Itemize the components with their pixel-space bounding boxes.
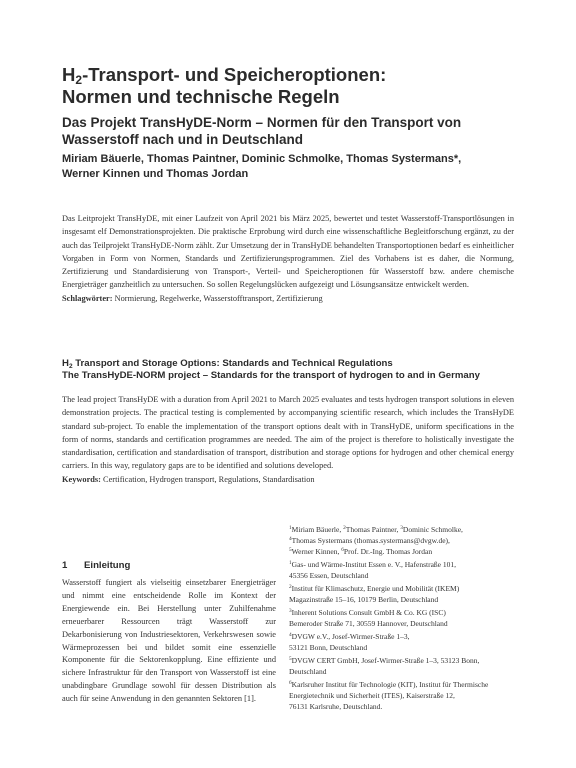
affiliation-2-line-2: Magazinstraße 15–16, 10179 Berlin, Deutschland <box>289 595 439 604</box>
author-line-2: Werner Kinnen und Thomas Jordan <box>62 167 249 180</box>
paper-title-line-1 <box>62 64 532 86</box>
affiliation-5-line-2: Deutschland <box>289 667 327 676</box>
affiliation-1 <box>289 559 521 570</box>
footnote-marker: 4 <box>289 536 292 542</box>
section-title: Einleitung <box>84 560 131 571</box>
affiliation-marker: 5 <box>289 656 292 662</box>
affiliation-text: DVGW e.V., Josef-Wirmer-Straße 1–3, <box>291 632 410 641</box>
affiliation-6-line-2: Energietechnik und Sicherheit (ITES), Kaiserstraße 12, <box>289 691 455 700</box>
affiliation-marker: 1 <box>289 560 292 566</box>
footnote-marker: 2 <box>343 525 346 531</box>
footnote-author: Thomas Systermans (thomas.systermans@dvgw.de), <box>291 536 450 545</box>
author-list <box>62 152 532 181</box>
affiliation-text: DVGW CERT GmbH, Josef-Wirmer-Straße 1–3, 53123 Bonn, <box>291 656 480 665</box>
affiliation-text: Institut für Klimaschutz, Energie und Mobilität (IKEM) <box>291 584 460 593</box>
affiliation-3-line-2: Bemeroder Straße 71, 30559 Hannover, Deutschland <box>289 619 448 628</box>
author-footnote-line-1 <box>289 524 521 535</box>
keywords-english-label: Keywords: <box>62 474 101 484</box>
author-footnote-line-3 <box>289 546 521 557</box>
affiliation-marker: 3 <box>289 608 292 614</box>
abstract-german <box>62 212 514 305</box>
footnote-marker: 1 <box>289 525 292 531</box>
footnote-marker: 6 <box>341 547 344 553</box>
affiliation-4-line-2: 53121 Bonn, Deutschland <box>289 643 368 652</box>
affiliation-6-line-3: 76131 Karlsruhe, Deutschland. <box>289 702 383 711</box>
affiliation-6 <box>289 679 521 690</box>
affiliation-text: Gas- und Wärme-Institut Essen e. V., Hafenstraße 101, <box>291 560 456 569</box>
author-affiliations <box>289 524 521 712</box>
section-body: Wasserstoff fungiert als vielseitig einsetzbarer Energieträger und nimmt eine entscheidende Rolle im Kontext der Energiewende ein. Bei Herstellung unter Zuhilfenahme erneuerbarer Ressourcen trägt Wasserstoff zur Dekarbonisierung von Industriesektoren, Verkehrswesen sowie Wärmeprozessen bei und bildet somit eine essenzielle Komponente für die Sektorenkopplung. Eine effiziente und sichere Infrastruktur für den Transport von Wasserstoff ist eine unabdingbare Grundlage sowohl für dessen Distribution als auch für seine Anwendung in den genannten Sektoren [1]. <box>62 578 276 704</box>
paper-subtitle: Das Projekt TransHyDE-Norm – Normen für den Transport von Wasserstoff nach und in Deutschland <box>62 115 462 147</box>
affiliation-3 <box>289 607 521 618</box>
footnote-author: Thomas Paintner, <box>345 525 401 534</box>
footnote-author: Prof. Dr.-Ing. Thomas Jordan <box>343 547 433 556</box>
title-h-subscript: 2 <box>75 73 83 87</box>
english-title-block <box>62 358 522 382</box>
paper-title-line-2: Normen und technische Regeln <box>62 86 340 107</box>
english-subtitle: The TransHyDE-NORM project – Standards for the transport of hydrogen to and in Germany <box>62 370 480 381</box>
english-title-h-subscript: 2 <box>68 363 73 370</box>
affiliation-2 <box>289 583 521 594</box>
section-heading <box>62 560 130 571</box>
footnote-marker: 5 <box>289 547 292 553</box>
footnote-author: Miriam Bäuerle, <box>291 525 344 534</box>
affiliation-text: Karlsruher Institut für Technologie (KIT), Institut für Thermische <box>291 680 489 689</box>
affiliation-4 <box>289 631 521 642</box>
english-title <box>62 358 522 370</box>
affiliation-1-line-2: 45356 Essen, Deutschland <box>289 571 369 580</box>
affiliation-marker: 6 <box>289 680 292 686</box>
keywords-german: Normierung, Regelwerke, Wasserstofftransport, Zertifizierung <box>114 293 323 303</box>
english-title-h-symbol: H <box>62 358 69 369</box>
footnote-author: Dominic Schmolke, <box>402 525 463 534</box>
footnote-marker: 3 <box>400 525 403 531</box>
affiliation-text: Inherent Solutions Consult GmbH & Co. KG (ISC) <box>291 608 446 617</box>
section-number: 1 <box>62 560 68 571</box>
keywords-german-label: Schlagwörter: <box>62 293 113 303</box>
title-line-1-text: -Transport- und Speicheroptionen: <box>82 64 387 85</box>
english-title-text: Transport and Storage Options: Standards and Technical Regulations <box>72 358 393 369</box>
abstract-german-text: Das Leitprojekt TransHyDE, mit einer Laufzeit von April 2021 bis März 2025, bewertet und testet Wasserstoff-Transportlösungen in insgesamt elf Demonstrationsprojekten. Die praktische Erprobung wird durch eine wissenschaftliche Begleitforschung ergänzt, zu der auch das Teilprojekt TransHyDE-Norm zählt. Zur Umsetzung der in TransHyDE behandelten Transportoptionen bedarf es einheitlicher Vorgaben in Form von Normen, Standards und Zertifizierungsprogrammen. Ziel des Vorhabens ist es daher, die Normung, Zertifizierung und Standardisierung von Transport-, Verteil- und Speicheroptionen für Wasserstoff bzw. andere chemische Energieträger ganzheitlich zu untersuchen. So sollen Regelungslücken aufgezeigt und Lösungsansätze entwickelt werden. <box>62 214 514 290</box>
abstract-english <box>62 393 514 486</box>
title-h-symbol: H <box>62 64 76 85</box>
affiliation-5 <box>289 655 521 666</box>
footnote-author: Werner Kinnen, <box>291 547 342 556</box>
author-line-1: Miriam Bäuerle, Thomas Paintner, Dominic Schmolke, Thomas Systermans*, <box>62 153 462 165</box>
paper-title <box>62 64 532 108</box>
author-footnote-line-2 <box>289 535 521 546</box>
keywords-english: Certification, Hydrogen transport, Regulations, Standardisation <box>103 474 315 484</box>
affiliation-marker: 4 <box>289 632 292 638</box>
abstract-english-text: The lead project TransHyDE with a duration from April 2021 to March 2025 evaluates and tests hydrogen transport solutions in eleven demonstration projects. The practical testing is complemented by accompanying scientific research, which includes the TransHyDE standard sub-project. To enable the implementation of the transport options dealt with in TransHyDE, uniform specifications in the form of norms, standards and certification programmes are needed. The aim of the project is therefore to holistically investigate the standardisation, certification and standardisation of transport, distribution and storage options for hydrogen and other chemical energy carriers. In this way, regulatory gaps are to be identified and solutions developed. <box>62 395 514 471</box>
affiliation-marker: 2 <box>289 584 292 590</box>
